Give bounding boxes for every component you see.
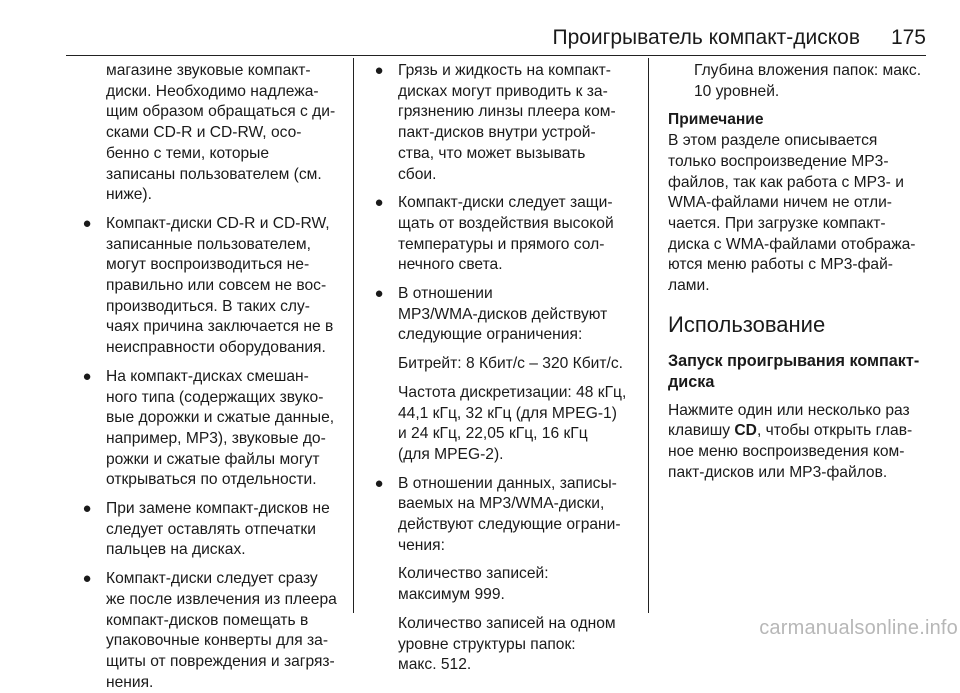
bullet-item: ● В отношении MP3/WMA-дисков действуют следующие ограничения: Битрейт: 8 Кбит/с – 320 Кбит/с. Частота дискретизации: 48 кГц, 44,1 кГц, 32 кГц (для MPEG-1) и 24 кГц, 22,05 кГц, 16 кГц (для MPEG-2).: [358, 284, 646, 466]
records-per-level-paragraph: Количество записей на одном уровне структуры папок: макс. 512.: [398, 614, 616, 674]
header-rule: [66, 55, 926, 56]
cd-key-label: CD: [734, 422, 757, 440]
bullet-icon: ●: [374, 285, 384, 303]
bullet-item: ● Грязь и жидкость на компакт- дисках могут приводить к за- грязнению линзы плеера ком- пакт-дисков внутри устрой- ства, что может вызывать сбои.: [358, 61, 646, 185]
column-divider-2: [648, 58, 649, 613]
bullet-item: ● Компакт-диски следует защи- щать от воздействия высокой температуры и прямого сол- нечного света.: [358, 193, 646, 276]
note-heading: Примечание: [668, 111, 764, 129]
column-1: [66, 61, 350, 693]
bitrate-line: Битрейт: 8 Кбит/с – 320 Кбит/с.: [398, 355, 623, 373]
record-count-paragraph: Количество записей: максимум 999.: [398, 565, 549, 604]
bullet-icon: ●: [374, 62, 384, 79]
instruction-paragraph: Нажмите один или несколько раз клавишу CD, чтобы открыть глав- ное меню воспроизведения ком- пакт-дисков или MP3-файлов.: [668, 401, 913, 481]
bullet-icon: ●: [374, 194, 384, 212]
folder-depth-paragraph: Глубина вложения папок: макс. 10 уровней.: [694, 62, 922, 100]
bullet-item: ● Компакт-диски CD-R и CD-RW, записанные пользователем, могут воспроизводиться не- правильно или совсем не вос- производиться. В таких слу- чаях причина заключается не в неисправности оборудования.: [66, 214, 350, 359]
bullet-icon: ●: [374, 474, 384, 492]
sampling-rate-paragraph: Частота дискретизации: 48 кГц, 44,1 кГц, 32 кГц (для MPEG-1) и 24 кГц, 22,05 кГц, 16 кГц (для MPEG-2).: [398, 383, 627, 463]
section-heading: Использование: [668, 311, 826, 337]
subsection-heading: Запуск проигрывания компакт- диска: [668, 351, 920, 391]
bullet-icon: ●: [82, 570, 92, 588]
bullet-icon: ●: [82, 367, 92, 385]
watermark: carmanualsonline.info: [759, 617, 958, 639]
bullet-item: ● На компакт-дисках смешан- ного типа (содержащих звуко- вые дорожки и сжатые данные, например, MP3), звуковые до- рожки и сжатые файлы могут открываться по отдельности.: [66, 367, 350, 491]
column-2: [358, 61, 646, 676]
continuation-paragraph: магазине звуковые компакт- диски. Необходимо надлежа- щим образом обращаться с ди- сками CD-R и CD-RW, осо- бенно с теми, которые записаны пользователем (см. ниже).: [106, 62, 336, 204]
column-3: [668, 61, 938, 484]
page-header: [0, 0, 960, 49]
column-divider-1: [353, 58, 354, 613]
bullet-icon: ●: [82, 214, 92, 232]
bullet-icon: ●: [82, 500, 92, 518]
bullet-item: ● При замене компакт-дисков не следует оставлять отпечатки пальцев на дисках.: [66, 499, 350, 561]
bullet-item: ● В отношении данных, записы- ваемых на MP3/WMA-диски, действуют следующие ограни- чения: Количество записей: максимум 999. Количество записей на одном уровне структуры папок: макс. 512.: [358, 474, 646, 676]
page-title: Проигрыватель компакт-дисков: [552, 26, 860, 49]
bullet-item: ● Компакт-диски следует сразу же после извлечения из плеера компакт-дисков помещать в упаковочные конверты для за- щиты от повреждения и загряз- нения.: [66, 569, 350, 693]
page-number: 175: [890, 26, 926, 49]
note-body: В этом разделе описывается только воспроизведение MP3- файлов, так как работа с MP3- и WMA-файлами ничем не отли- чается. При загрузке компакт- диска с WMA-файлами отобража- ются меню работы с MP3-фай- лами.: [668, 132, 916, 295]
